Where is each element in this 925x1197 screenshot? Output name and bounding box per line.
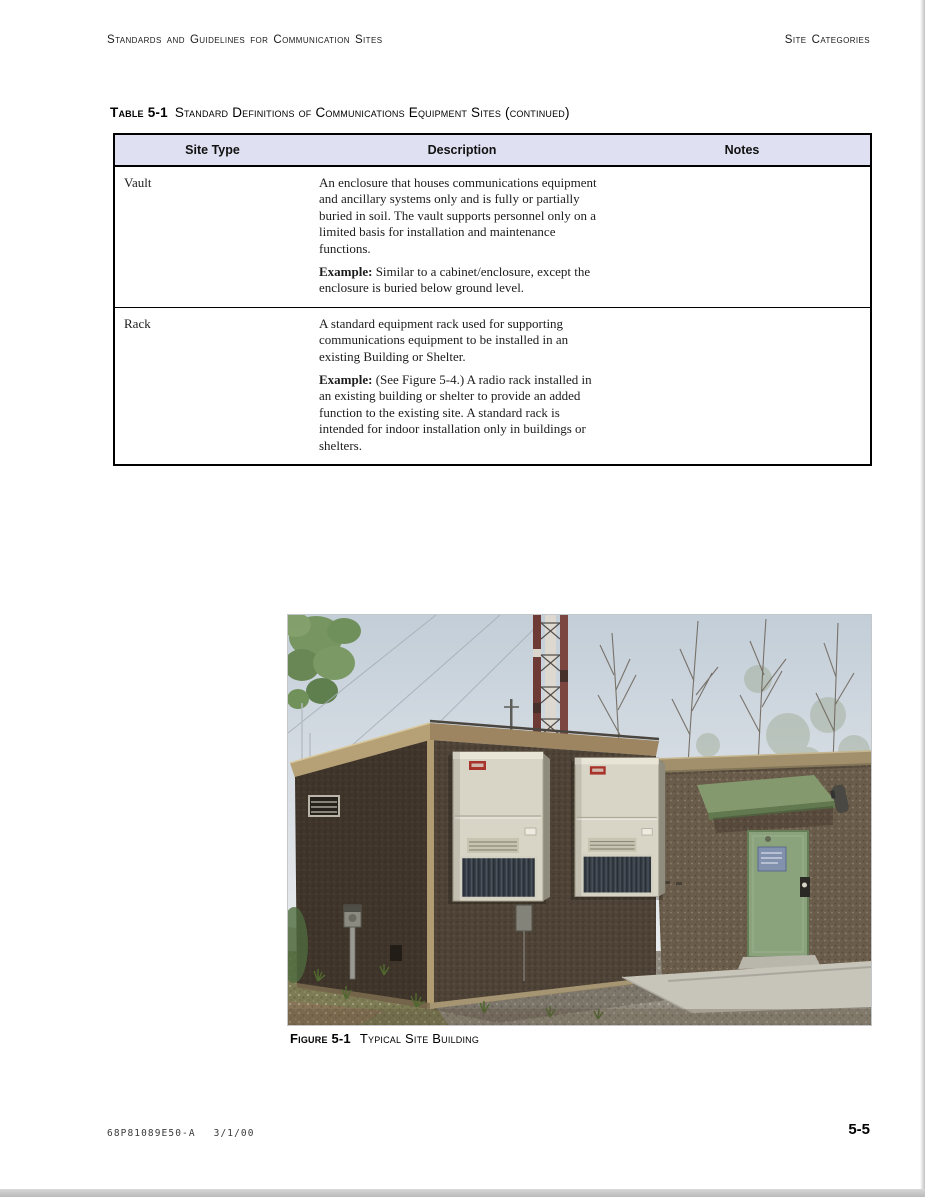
description-paragraph: An enclosure that houses communications equipment and ancillary systems only and is fully or partially buried in soil. The vault supports personnel only on a limited basis for installation and maintenance functions. bbox=[319, 175, 597, 256]
hvac-unit-2 bbox=[575, 758, 665, 897]
figure-caption bbox=[290, 1031, 479, 1046]
col-header-description: Description bbox=[427, 143, 497, 157]
cell-notes bbox=[614, 167, 870, 307]
site-building-photo-art bbox=[288, 615, 871, 1025]
table-row-vault bbox=[115, 167, 870, 307]
example-paragraph bbox=[319, 372, 604, 454]
cell-description bbox=[310, 167, 614, 307]
scan-edge-right bbox=[920, 0, 925, 1197]
table-title: Standard Definitions of Communications Equipment Sites (continued) bbox=[174, 105, 570, 120]
corner-trim bbox=[427, 740, 434, 1009]
figure-title: Typical Site Building bbox=[359, 1031, 480, 1046]
example-label: Example: bbox=[319, 372, 373, 388]
description-paragraph: A standard equipment rack used for supporting communications equipment to be installed in an existing Building or Shelter. bbox=[319, 315, 569, 364]
cell-notes bbox=[614, 308, 870, 464]
table-label: Table 5-1 bbox=[110, 105, 168, 120]
green-door bbox=[738, 831, 821, 969]
cell-site-type: Vault bbox=[124, 175, 152, 190]
table-row-rack bbox=[115, 307, 870, 464]
example-text: Similar to a cabinet/enclosure, except the enclosure is buried below ground level. bbox=[319, 264, 591, 296]
door-awning bbox=[697, 775, 835, 833]
cell-site-type: Rack bbox=[124, 315, 151, 331]
running-header-left: Standards and Guidelines for Communication Sites bbox=[107, 34, 383, 46]
table-header-row bbox=[115, 135, 870, 167]
doc-number: 68P81089E50-A bbox=[107, 1128, 196, 1139]
footer-doc-info bbox=[107, 1128, 273, 1139]
page-number: 5-5 bbox=[848, 1121, 870, 1138]
col-header-site-type: Site Type bbox=[185, 143, 240, 157]
example-paragraph bbox=[319, 264, 604, 297]
doc-date: 3/1/00 bbox=[213, 1128, 255, 1139]
table-caption bbox=[110, 105, 570, 120]
scan-edge-bottom bbox=[0, 1189, 925, 1197]
col-header-notes: Notes bbox=[724, 143, 760, 157]
cell-description bbox=[310, 308, 614, 464]
running-header-right: Site Categories bbox=[784, 34, 870, 46]
figure-label: Figure 5-1 bbox=[290, 1031, 351, 1046]
definitions-table bbox=[113, 133, 872, 466]
site-building-photo bbox=[288, 615, 871, 1025]
main-building bbox=[290, 721, 665, 1009]
hvac-unit-1 bbox=[453, 752, 550, 901]
right-building bbox=[654, 751, 871, 981]
wall-vent bbox=[308, 795, 340, 817]
small-wall-box bbox=[390, 945, 402, 961]
example-text: (See Figure 5-4.) A radio rack installed in an existing building or shelter to provide an added function to the existing site. A standard rack is intended for indoor installation only in buildings or shelters. bbox=[319, 372, 592, 453]
door-sign bbox=[758, 847, 786, 871]
example-label: Example: bbox=[319, 264, 373, 280]
